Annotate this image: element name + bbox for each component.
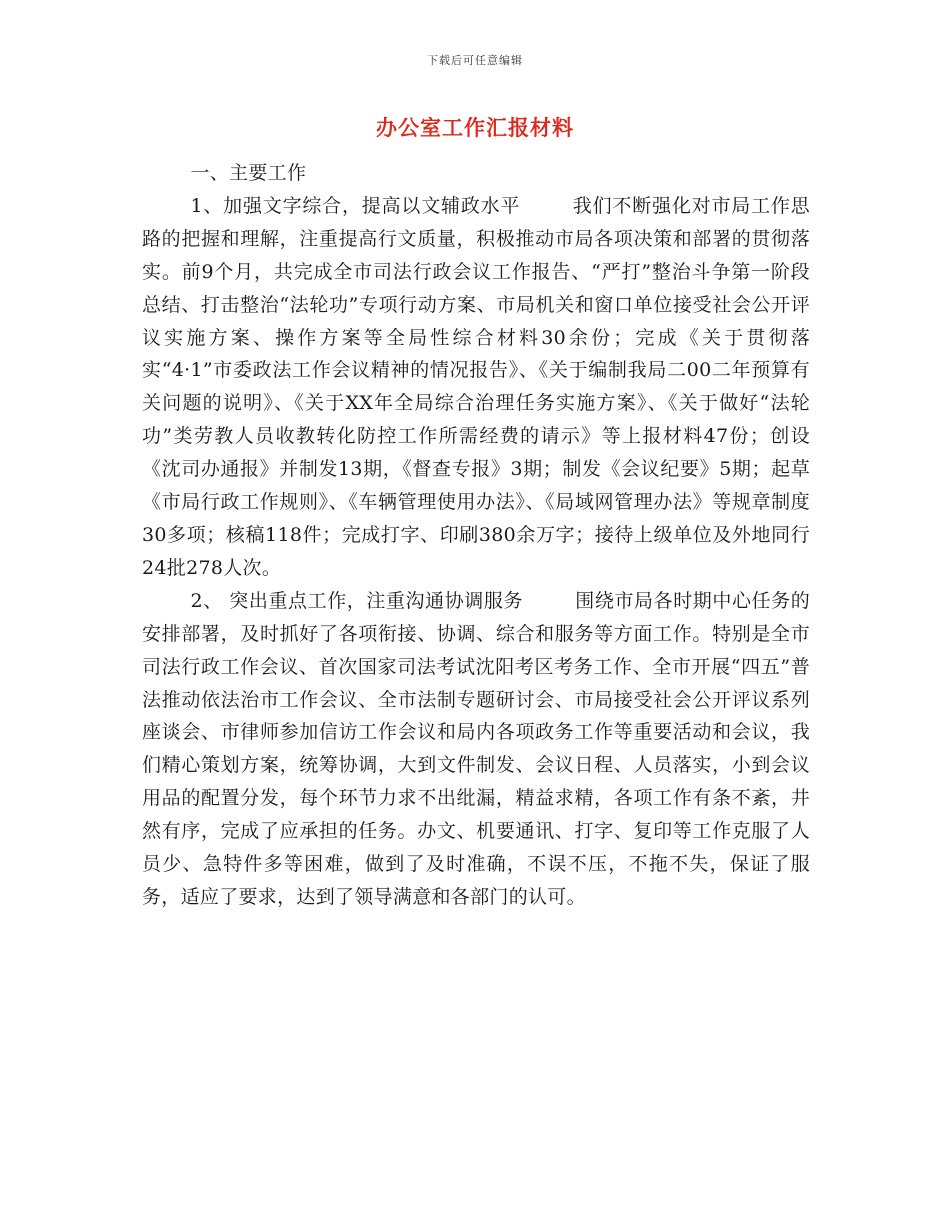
- item-2-heading: 2、 突出重点工作，注重沟通协调服务: [190, 589, 524, 612]
- item-1-heading: 1、加强文字综合，提高以文辅政水平: [190, 194, 521, 217]
- paragraph-item-1: [142, 190, 810, 585]
- paragraph-item-2: [142, 585, 810, 914]
- section-heading: 一、主要工作: [190, 162, 307, 184]
- header-note: 下载后可任意编辑: [427, 54, 523, 67]
- document-body: [142, 157, 810, 914]
- item-2-text: 围绕市局各时期中心任务的安排部署，及时抓好了各项衔接、协调、综合和服务等方面工作。特别是全市司法行政工作会议、首次国家司法考试沈阳考区考务工作、全市开展“四五”普法推动依法治市工作会议、全市法制专题研讨会、市局接受社会公开评议系列座谈会、市律师参加信访工作会议和局内各项政务工作等重要活动和会议，我们精心策划方案，统筹协调，大到文件制发、会议日程、人员落实，小到会议用品的配置分发，每个环节力求不出纰漏，精益求精，各项工作有条不紊，井然有序，完成了应承担的任务。办文、机要通讯、打字、复印等工作克服了人员少、急特件多等困难，做到了及时准确，不误不压，不拖不失，保证了服务，适应了要求，达到了领导满意和各部门的认可。: [142, 589, 811, 908]
- document-title: 办公室工作汇报材料: [376, 116, 574, 140]
- item-1-text: 我们不断强化对市局工作思路的把握和理解，注重提高行文质量，积极推动市局各项决策和部署的贯彻落实。前9个月，共完成全市司法行政会议工作报告、“严打”整治斗争第一阶段总结、打击整治“法轮功”专项行动方案、市局机关和窗口单位接受社会公开评议实施方案、操作方案等全局性综合材料30余份；完成《关于贯彻落实“4·1”市委政法工作会议精神的情况报告》、《关于编制我局二00二年预算有关问题的说明》、《关于XX年全局综合治理任务实施方案》、《关于做好“法轮功”类劳教人员收教转化防控工作所需经费的请示》等上报材料47份；创设《沈司办通报》并制发13期，《督查专报》3期；制发《会议纪要》5期；起草《市局行政工作规则》、《车辆管理使用办法》、《局域网管理办法》等规章制度30多项；核稿118件；完成打字、印刷380余万字；接待上级单位及外地同行24批278人次。: [142, 194, 810, 579]
